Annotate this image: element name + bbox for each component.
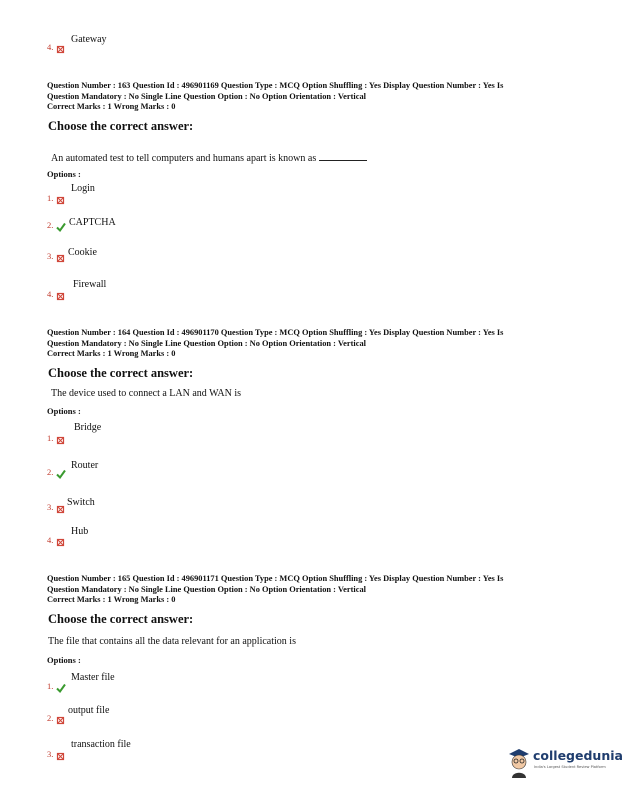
option-number: 4. [47,42,54,52]
question-marks: Correct Marks : 1 Wrong Marks : 0 [47,595,176,604]
option-text: Hub [71,526,89,537]
logo-tagline: India's Largest Student Review Platform [534,765,606,769]
question-meta [47,328,587,360]
question-meta-line: Question Number : 165 Question Id : 496901171 Question Type : MCQ Option Shuffling : Yes Display Question Number : Yes Is [47,574,504,583]
check-icon [56,466,65,475]
question-meta-line: Question Number : 163 Question Id : 496901169 Question Type : MCQ Option Shuffling : Yes Display Question Number : Yes Is [47,81,504,90]
question-meta [47,81,587,113]
logo-name: collegedunia [533,748,623,763]
option-number: 1. [47,433,54,443]
question-meta-line: Question Mandatory : No Single Line Question Option : No Option Orientation : Vertical [47,584,366,594]
option-text: Firewall [73,279,107,290]
option-number: 3. [47,502,54,512]
answer-blank [319,152,367,161]
option-text: Bridge [74,422,102,433]
option-number: 4. [47,289,54,299]
question-meta-line: Question Mandatory : No Single Line Question Option : No Option Orientation : Vertical [47,338,366,348]
option-text: output file [68,705,110,716]
options-label: Options : [47,169,81,179]
wrong-icon [56,288,65,297]
choose-heading: Choose the correct answer: [48,119,194,133]
options-label: Options : [47,655,81,665]
question-meta [47,574,587,606]
options-label: Options : [47,406,81,416]
option-text: Router [71,460,99,471]
check-icon [56,219,65,228]
option-number: 2. [47,220,54,230]
choose-heading: Choose the correct answer: [48,612,194,626]
wrong-icon [56,501,65,510]
option-number: 3. [47,749,54,759]
option-number: 1. [47,193,54,203]
option-number: 2. [47,713,54,723]
mascot-icon [506,744,532,778]
check-icon [56,680,65,689]
option-text: Gateway [71,34,107,45]
option-number: 1. [47,681,54,691]
question-meta-line: Question Mandatory : No Single Line Question Option : No Option Orientation : Vertical [47,91,366,101]
option-number: 4. [47,535,54,545]
question-text [51,152,367,164]
question-text-content: An automated test to tell computers and humans apart is known as [51,153,317,164]
choose-heading: Choose the correct answer: [48,366,194,380]
option-text: Login [71,183,95,194]
option-number: 3. [47,251,54,261]
wrong-icon [56,41,65,50]
question-marks: Correct Marks : 1 Wrong Marks : 0 [47,349,176,358]
wrong-icon [56,432,65,441]
option-text: transaction file [71,739,131,750]
wrong-icon [56,250,65,259]
wrong-icon [56,712,65,721]
option-text: Cookie [68,247,97,258]
wrong-icon [56,192,65,201]
wrong-icon [56,748,65,757]
question-text: The file that contains all the data relevant for an application is [48,636,296,647]
question-text: The device used to connect a LAN and WAN is [51,388,242,399]
option-text: Master file [71,672,115,683]
question-marks: Correct Marks : 1 Wrong Marks : 0 [47,102,176,111]
option-text: CAPTCHA [69,217,116,228]
collegedunia-logo[interactable] [506,740,623,780]
option-number: 2. [47,467,54,477]
wrong-icon [56,534,65,543]
option-text: Switch [67,497,95,508]
question-meta-line: Question Number : 164 Question Id : 496901170 Question Type : MCQ Option Shuffling : Yes Display Question Number : Yes Is [47,328,504,337]
